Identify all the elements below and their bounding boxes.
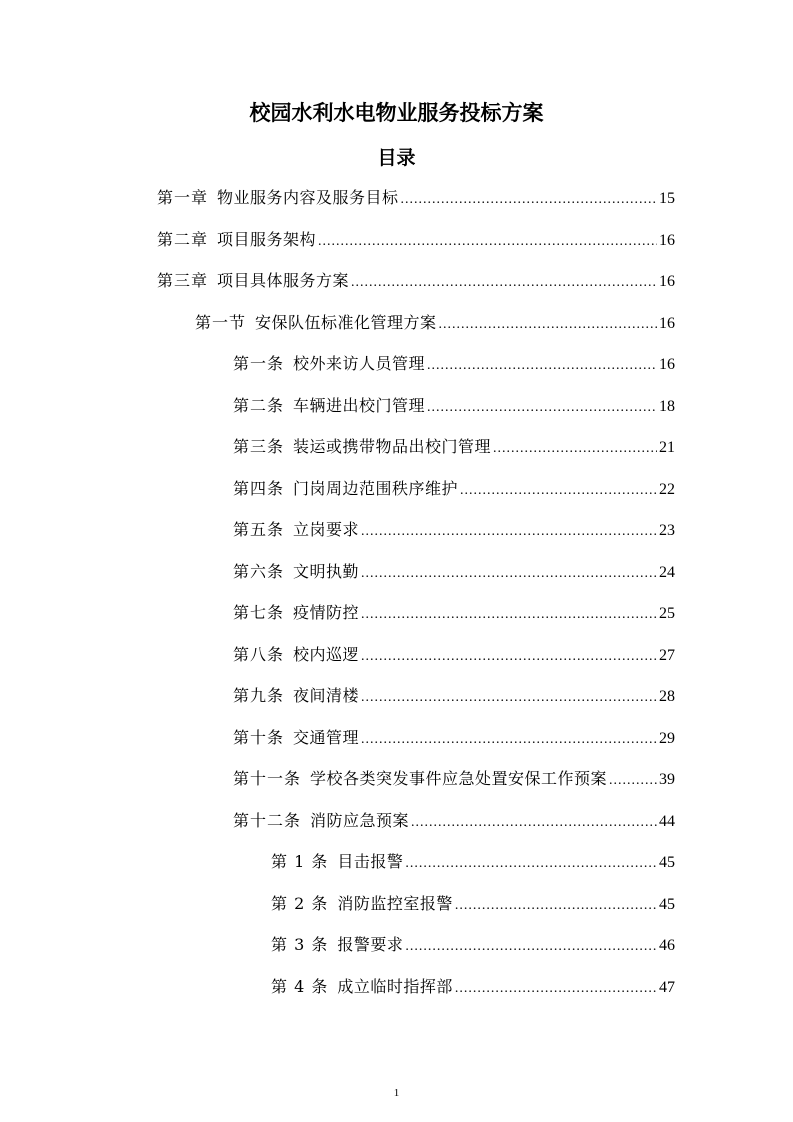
toc-entry-article-10[interactable] — [233, 726, 675, 750]
toc-entry-title: 车辆进出校门管理 — [293, 396, 426, 415]
toc-entry-title: 项目具体服务方案 — [217, 271, 350, 290]
toc-dot-leader — [351, 271, 657, 295]
toc-dot-leader — [439, 313, 657, 337]
toc-entry-number: 第一节 — [195, 313, 247, 332]
toc-entry-item-1[interactable] — [271, 850, 675, 874]
toc-dot-leader — [460, 479, 657, 503]
toc-dot-leader — [361, 562, 657, 586]
toc-entry-page: 24 — [659, 564, 675, 581]
toc-entry-page: 29 — [659, 730, 675, 747]
toc-entry-page: 39 — [659, 771, 675, 788]
toc-entry-title: 消防监控室报警 — [337, 894, 453, 913]
toc-entry-number: 第 1 条 — [271, 852, 329, 871]
toc-entry-title: 立岗要求 — [293, 520, 360, 539]
toc-entry-article-3[interactable] — [233, 435, 675, 459]
toc-entry-title: 夜间清楼 — [293, 686, 360, 705]
toc-entry-page: 45 — [659, 854, 675, 871]
toc-dot-leader — [427, 354, 657, 378]
toc-entry-page: 28 — [659, 688, 675, 705]
toc-entry-item-4[interactable] — [271, 975, 675, 999]
toc-dot-leader — [361, 645, 657, 669]
toc-entry-number: 第八条 — [233, 645, 285, 664]
toc-entry-page: 25 — [659, 605, 675, 622]
toc-entry-title: 报警要求 — [337, 935, 404, 954]
toc-entry-number: 第二章 — [157, 230, 209, 249]
toc-dot-leader — [405, 935, 657, 959]
toc-entry-number: 第十条 — [233, 728, 285, 747]
toc-heading: 目录 — [377, 147, 416, 169]
toc-entry-number: 第 2 条 — [271, 894, 329, 913]
toc-entry-number: 第六条 — [233, 562, 285, 581]
toc-entry-article-11[interactable] — [233, 767, 675, 791]
toc-entry-page: 18 — [659, 398, 675, 415]
toc-dot-leader — [361, 728, 657, 752]
toc-entry-page: 47 — [659, 979, 675, 996]
document-title: 校园水利水电物业服务投标方案 — [249, 101, 544, 125]
toc-entry-number: 第 4 条 — [271, 977, 329, 996]
toc-entry-number: 第一章 — [157, 188, 209, 207]
toc-dot-leader — [361, 603, 657, 627]
toc-dot-leader — [361, 686, 657, 710]
toc-dot-leader — [361, 520, 657, 544]
toc-entry-title: 校外来访人员管理 — [293, 354, 426, 373]
toc-entry-article-2[interactable] — [233, 394, 675, 418]
toc-entry-section-1[interactable] — [195, 311, 675, 335]
toc-entry-number: 第四条 — [233, 479, 285, 498]
toc-entry-title: 消防应急预案 — [310, 811, 410, 830]
toc-dot-leader — [455, 977, 657, 1001]
toc-entry-title: 目击报警 — [337, 852, 404, 871]
toc-entry-item-2[interactable] — [271, 892, 675, 916]
toc-entry-title: 安保队伍标准化管理方案 — [255, 313, 437, 332]
toc-entry-page: 16 — [659, 273, 675, 290]
toc-entry-page: 22 — [659, 481, 675, 498]
toc-dot-leader — [609, 769, 657, 793]
toc-entry-page: 46 — [659, 937, 675, 954]
toc-entry-number: 第十一条 — [233, 769, 302, 788]
toc-entry-chapter-1[interactable] — [157, 186, 675, 210]
toc-entry-page: 16 — [659, 232, 675, 249]
toc-dot-leader — [411, 811, 657, 835]
toc-entry-number: 第三章 — [157, 271, 209, 290]
toc-entry-page: 21 — [659, 439, 675, 456]
toc-entry-number: 第五条 — [233, 520, 285, 539]
toc-entry-page: 45 — [659, 896, 675, 913]
toc-entry-title: 装运或携带物品出校门管理 — [293, 437, 492, 456]
toc-entry-article-8[interactable] — [233, 643, 675, 667]
toc-dot-leader — [405, 852, 657, 876]
toc-entry-article-4[interactable] — [233, 477, 675, 501]
toc-entry-item-3[interactable] — [271, 933, 675, 957]
toc-entry-page: 16 — [659, 356, 675, 373]
toc-entry-number: 第九条 — [233, 686, 285, 705]
toc-entry-title: 成立临时指挥部 — [337, 977, 453, 996]
toc-entry-title: 疫情防控 — [293, 603, 360, 622]
toc-dot-leader — [401, 188, 657, 212]
toc-entry-page: 16 — [659, 315, 675, 332]
toc-entry-number: 第 3 条 — [271, 935, 329, 954]
toc-entry-title: 交通管理 — [293, 728, 360, 747]
toc-entry-title: 项目服务架构 — [217, 230, 317, 249]
toc-entry-article-9[interactable] — [233, 684, 675, 708]
toc-entry-page: 15 — [659, 190, 675, 207]
toc-entry-article-12[interactable] — [233, 809, 675, 833]
toc-entry-page: 44 — [659, 813, 675, 830]
toc-entry-number: 第七条 — [233, 603, 285, 622]
toc-entry-article-5[interactable] — [233, 518, 675, 542]
toc-entry-title: 文明执勤 — [293, 562, 360, 581]
toc-entry-article-7[interactable] — [233, 601, 675, 625]
toc-entry-chapter-2[interactable] — [157, 228, 675, 252]
page-number: 1 — [393, 1087, 400, 1099]
toc-entry-number: 第二条 — [233, 396, 285, 415]
toc-entry-article-6[interactable] — [233, 560, 675, 584]
toc-dot-leader — [318, 230, 657, 254]
toc-entry-page: 27 — [659, 647, 675, 664]
toc-entry-title: 校内巡逻 — [293, 645, 360, 664]
toc-entry-title: 物业服务内容及服务目标 — [217, 188, 399, 207]
toc-dot-leader — [455, 894, 657, 918]
toc-entry-article-1[interactable] — [233, 352, 675, 376]
toc-entry-number: 第一条 — [233, 354, 285, 373]
toc-entry-number: 第十二条 — [233, 811, 302, 830]
toc-entry-number: 第三条 — [233, 437, 285, 456]
toc-entry-title: 学校各类突发事件应急处置安保工作预案 — [310, 769, 608, 788]
toc-dot-leader — [493, 437, 657, 461]
toc-entry-page: 23 — [659, 522, 675, 539]
toc-entry-title: 门岗周边范围秩序维护 — [293, 479, 459, 498]
toc-dot-leader — [427, 396, 657, 420]
toc-entry-chapter-3[interactable] — [157, 269, 675, 293]
